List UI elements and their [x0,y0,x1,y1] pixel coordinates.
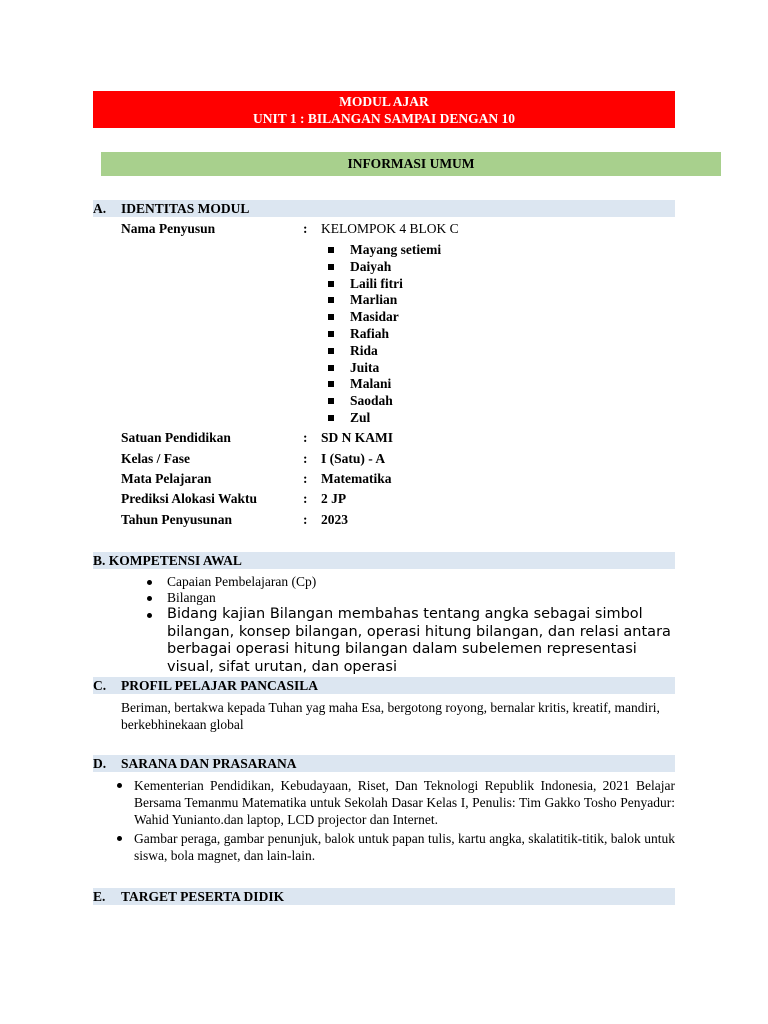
section-d-title: SARANA DAN PRASARANA [121,756,297,771]
nama-penyusun-label: Nama Penyusun [121,221,216,236]
satuan-pendidikan-label: Satuan Pendidikan [121,430,231,445]
kelas-fase-label: Kelas / Fase [121,451,190,466]
square-bullet-icon [328,331,334,337]
list-item: Laili fitri [328,276,441,293]
alokasi-waktu-label: Prediksi Alokasi Waktu [121,491,258,506]
section-d-header [93,755,675,772]
square-bullet-icon [328,314,334,320]
square-bullet-icon [328,281,334,287]
list-item: Capaian Pembelajaran (Cp) [147,574,677,590]
bullet-icon [117,836,122,841]
square-bullet-icon [328,415,334,421]
section-b-title: B. KOMPETENSI AWAL [93,553,242,568]
profil-text: Beriman, bertakwa kepada Tuhan yag maha Esa, bergotong royong, bernalar kritis, kreatif, mandiri, berkebhinekaan global [121,700,660,732]
square-bullet-icon [328,247,334,253]
square-bullet-icon [328,348,334,354]
section-c-letter: C. [93,678,107,693]
section-e-letter: E. [93,889,106,904]
section-a-header [93,200,675,217]
mata-pelajaran-label: Mata Pelajaran [121,471,212,486]
section-c-title: PROFIL PELAJAR PANCASILA [121,678,319,693]
tahun-penyusunan-label: Tahun Penyusunan [121,512,232,527]
tahun-penyusunan-value: 2023 [321,512,348,527]
list-item: Masidar [328,309,441,326]
bullet-icon [147,580,152,585]
title-banner [93,91,675,128]
sarana-list [117,777,675,866]
section-a-title: IDENTITAS MODUL [121,201,250,216]
section-d-letter: D. [93,756,107,771]
colon: : [303,491,308,506]
colon: : [303,451,308,466]
square-bullet-icon [328,381,334,387]
list-item: Rida [328,343,441,360]
list-item: Kementerian Pendidikan, Kebudayaan, Riset, Dan Teknologi Republik Indonesia, 2021 Belajar Bersama Temanmu Matematika untuk Sekolah Dasar Kelas I, Penulis: Tim Gakko Tosho Penyadur: Wahid Yunianto.dan laptop, LCD projector dan Internet. [117,777,675,828]
kelas-fase-value: I (Satu) - A [321,451,386,466]
colon: : [303,512,308,527]
list-item: Zul [328,410,441,427]
square-bullet-icon [328,398,334,404]
info-umum-banner: INFORMASI UMUM [101,152,721,176]
list-item: Mayang setiemi [328,242,441,259]
bullet-icon [147,613,152,618]
list-item: Gambar peraga, gambar penunjuk, balok untuk papan tulis, kartu angka, skalatitik-titik, balok untuk siswa, bola magnet, dan lain-lain. [117,830,675,864]
section-e-header [93,888,675,905]
alokasi-waktu-value: 2 JP [321,491,347,506]
list-item: Saodah [328,393,441,410]
module-title: MODUL AJAR [339,94,429,109]
section-c-header [93,677,675,694]
section-b-header [93,552,675,569]
mata-pelajaran-value: Matematika [321,471,392,486]
unit-title: UNIT 1 : BILANGAN SAMPAI DENGAN 10 [252,111,516,126]
list-item: Bilangan [147,590,677,606]
list-item: Bidang kajian Bilangan membahas tentang angka sebagai simbol bilangan, konsep bilangan, operasi hitung bilangan, dan relasi antara berbagai operasi hitung bilangan dalam subelemen representasi visual, sifat urutan, dan operasi [147,606,677,676]
square-bullet-icon [328,365,334,371]
colon: : [303,221,308,236]
section-a-letter: A. [93,201,107,216]
square-bullet-icon [328,264,334,270]
colon: : [303,471,308,486]
colon: : [303,430,308,445]
list-item: Malani [328,376,441,393]
author-list [328,242,441,427]
nama-penyusun-value: KELOMPOK 4 BLOK C [321,221,459,236]
satuan-pendidikan-value: SD N KAMI [321,430,394,445]
section-e-title: TARGET PESERTA DIDIK [121,889,285,904]
list-item: Daiyah [328,259,441,276]
kompetensi-list [147,574,677,676]
square-bullet-icon [328,297,334,303]
list-item: Rafiah [328,326,441,343]
list-item: Juita [328,360,441,377]
list-item: Marlian [328,292,441,309]
bullet-icon [147,596,152,601]
bullet-icon [117,783,122,788]
